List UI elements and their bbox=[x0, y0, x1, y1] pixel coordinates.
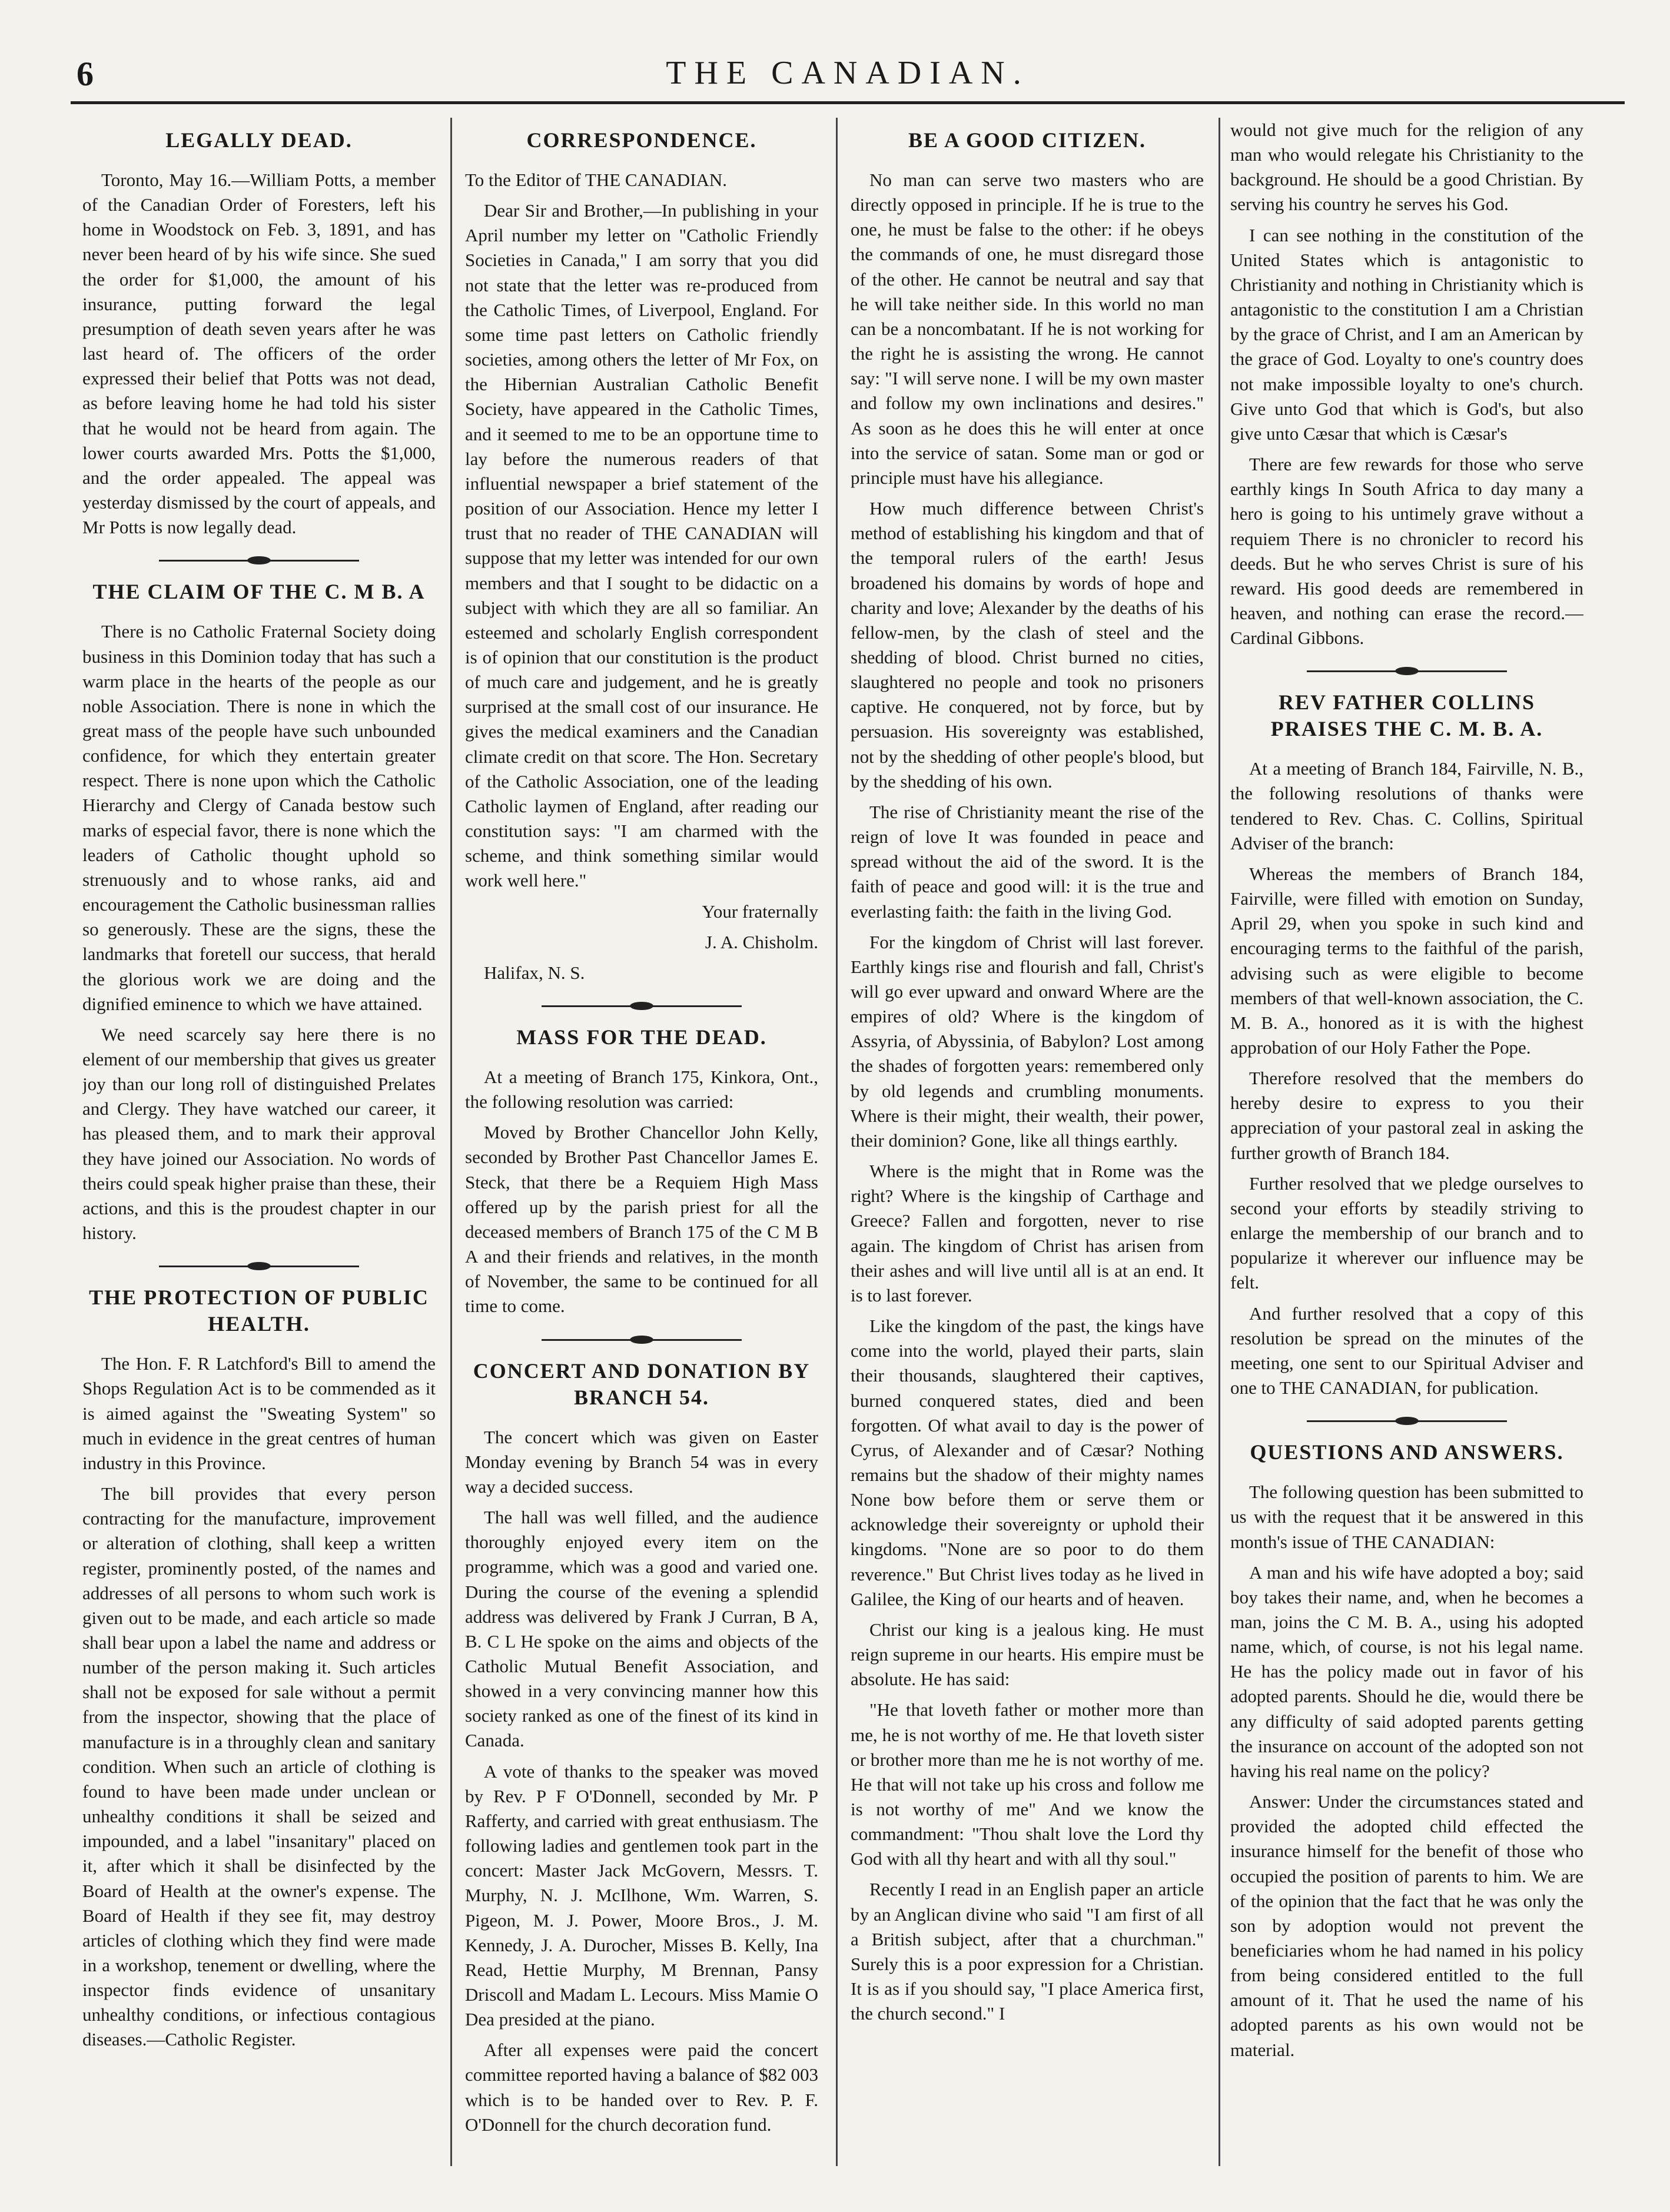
article-paragraph: Further resolved that we pledge ourselves to second your efforts by steadily striving to enlarge the membership of our branch and to popularize it wherever our influence may be felt. bbox=[1230, 1173, 1583, 1293]
article-paragraph: We need scarcely say here there is no element of our membership that gives us greater joy than our long roll of distinguished Prelates and Clergy. They have watched our career, it has pleased them, and to mark their approval they have joined our Association. No words of theirs could speak higher praise than these, their actions, and this is the proudest chapter in our history. bbox=[82, 1024, 436, 1244]
headline-good-citizen: BE A GOOD CITIZEN. bbox=[908, 128, 1147, 152]
article-paragraph: The rise of Christianity meant the rise of the reign of love It was founded in peace and spread without the aid of the sword. It is the faith of peace and good will: it is the true and everlasting faith: the faith in the living God. bbox=[851, 801, 1204, 922]
section-divider bbox=[1307, 1417, 1507, 1425]
headline-public-health: THE PROTECTION OF PUBLIC HEALTH. bbox=[89, 1286, 429, 1336]
article-paragraph: The Hon. F. R Latchford's Bill to amend the Shops Regulation Act is to be commended as it is aimed against the "Sweating System" so much in evidence in the great centres of human industry in this Province. bbox=[82, 1353, 436, 1473]
section-divider bbox=[542, 1002, 742, 1010]
column-1 bbox=[82, 118, 436, 2058]
article-paragraph: At a meeting of Branch 175, Kinkora, Ont., the following resolution was carried: bbox=[465, 1067, 818, 1112]
article-continuation: would not give much for the religion of any man who would relegate his Christianity to the background. He should be a good Christian. By serving his country he serves his God. bbox=[1230, 119, 1583, 215]
article-paragraph: Like the kingdom of the past, the kings have come into the world, played their parts, slain their thousands, slaughtered their captives, burned conquered states, died and been forgotten. Of what avail to day is the power of Cyrus, of Alexander and of Cæsar? Nothing remains but the shadow of their mighty names None bow before them or serve them or acknowledge their sovereignty or uphold their kingdoms. "None are so poor to do them reverence." But Christ lives today as he lived in Galilee, the King of our hearts and of heaven. bbox=[851, 1316, 1204, 1609]
headline-concert: CONCERT AND DONATION BY BRANCH 54. bbox=[473, 1359, 811, 1409]
letter-salutation: To the Editor of THE CANADIAN. bbox=[465, 170, 727, 190]
headline-claim-cmba: THE CLAIM OF THE C. M B. A bbox=[92, 580, 426, 604]
headline-questions-answers: QUESTIONS AND ANSWERS. bbox=[1250, 1440, 1564, 1464]
article-paragraph: And further resolved that a copy of this resolution be spread on the minutes of the meeting, one sent to our Spiritual Adviser and one to THE CANADIAN, for publication. bbox=[1230, 1303, 1583, 1399]
article-question: A man and his wife have adopted a boy; said boy takes their name, and, when he becomes a man, joins the C M. B. A., using his adopted name, which, of course, is not his legal name. He has the policy made out in favor of his adopted parents. Should he die, would there be any difficulty of said adopted parents getting the insurance on account of the adopted son not having his real name on the policy? bbox=[1230, 1562, 1583, 1781]
article-paragraph: Whereas the members of Branch 184, Fairville, were filled with emotion on Sunday, April 29, when you spoke in such kind and encouraging terms to the faithful of the parish, advising such as were eligible to become members of that well-known association, the C. M. B. A., honored as it is with the highest approbation of our Holy Father the Pope. bbox=[1230, 863, 1583, 1058]
headline-legally-dead: LEGALLY DEAD. bbox=[165, 128, 353, 152]
section-divider bbox=[1307, 667, 1507, 675]
article-paragraph: No man can serve two masters who are directly opposed in principle. If he is true to the one, he must be false to the other: if he obeys the commands of one, he must disregard those of the other. He cannot be neutral and say that he will take neither side. In this world no man can be a noncombatant. If he is not working for the right he is assisting the wrong. He cannot say: "I will serve none. I will be my own master and follow my own inclinations and desires." As soon as he does this he will enter at once into the service of satan. Some man or god or principle must have his allegiance. bbox=[851, 170, 1204, 488]
article-paragraph: The hall was well filled, and the audience thoroughly enjoyed every item on the programme, which was a good and varied one. During the course of the evening a splendid address was delivered by Frank J Curran, B A, B. C L He spoke on the aims and objects of the Catholic Mutual Benefit Association, and showed in a very convincing manner how this society ranked as one of the finest of its kind in Canada. bbox=[465, 1507, 818, 1751]
article-paragraph: At a meeting of Branch 184, Fairville, N. B., the following resolutions of thanks were tendered to Rev. Chas. C. Collins, Spiritual Adviser of the branch: bbox=[1230, 758, 1583, 853]
section-divider bbox=[542, 1336, 742, 1344]
article-paragraph: Christ our king is a jealous king. He must reign supreme in our hearts. His empire must be absolute. He has said: bbox=[851, 1619, 1204, 1690]
column-4 bbox=[1230, 118, 1583, 2068]
article-paragraph: Toronto, May 16.—William Potts, a member of the Canadian Order of Foresters, left his home in Woodstock on Feb. 3, 1891, and has never been heard of by his wife since. She sued the order for $1,000, the amount of his insurance, putting forward the legal presumption of death seven years after he was last heard of. The officers of the order expressed their belief that Potts was not dead, as before leaving home he had told his sister that he would not be heard from again. The lower courts awarded Mrs. Potts the $1,000, and the order appealed. The appeal was yesterday dismissed by the court of appeals, and Mr Potts is now legally dead. bbox=[82, 170, 436, 538]
header-rule bbox=[71, 101, 1625, 104]
article-paragraph: The concert which was given on Easter Monday evening by Branch 54 was in every way a decided success. bbox=[465, 1426, 818, 1497]
column-divider bbox=[450, 118, 452, 2166]
page-number: 6 bbox=[77, 55, 94, 93]
article-paragraph: The following question has been submitted to us with the request that it be answered in this month's issue of THE CANADIAN: bbox=[1230, 1482, 1583, 1552]
article-paragraph: The bill provides that every person contracting for the manufacture, improvement or alteration of clothing, shall keep a written register, prominently posted, of the names and addresses of all persons to whom such work is given out to be made, and each article so made shall bear upon a label the name and address or number of the person making it. Such articles shall not be exposed for sale without a permit from the inspector, showing that the place of manufacture is in a throughly clean and sanitary condition. When such an article of clothing is found to have been made under unclean or unhealthy conditions it shall be seized and impounded, and a label "insanitary" placed on it, after which it shall be disinfected by the Board of Health at the owner's expense. The Board of Health if they see fit, may destroy articles of clothing which they find were made in a workshop, tenement or dwelling, where the inspector finds evidence of unsanitary unhealthy conditions, or infectious contagious diseases.—Catholic Register. bbox=[82, 1483, 436, 2050]
article-paragraph: Moved by Brother Chancellor John Kelly, seconded by Brother Past Chancellor James E. Steck, that there be a Requiem High Mass offered up by the parish priest for all the deceased members of Branch 175 of the C M B A and their friends and relatives, in the month of November, the same to be continued for all time to come. bbox=[465, 1122, 818, 1317]
article-paragraph: How much difference between Christ's method of establishing his kingdom and that of the temporal rulers of the earth! Jesus broadened his domains by words of hope and charity and love; Alexander by the deaths of his fellow-men, by the clash of steel and the shedding of blood. Christ burned no cities, slaughtered no people and took no prisoners captive. He conquered, not by force, but by persuasion. His sovereignty was established, not by the shedding of other people's blood, but by the shedding of his own. bbox=[851, 498, 1204, 792]
column-divider bbox=[1219, 118, 1220, 2166]
column-divider bbox=[836, 118, 838, 2166]
article-paragraph: Dear Sir and Brother,—In publishing in your April number my letter on "Catholic Friendly Societies in Canada," I am sorry that you did not state that the letter was re-produced from the Catholic Times, of Liverpool, England. For some time past letters on Catholic friendly societies, among others the letter of Mr Fox, on the Hibernian Australian Catholic Benefit Society, have appeared in the Catholic Times, and it seemed to me to be an opportune time to lay before the numerous readers of that influential newspaper a brief statement of the position of our Association. Hence my letter I trust that no reader of THE CANADIAN will suppose that my letter was intended for our own members and that I sought to be didactic on a subject with which they are all so familiar. An esteemed and scholarly English correspondent is of opinion that our constitution is the product of much care and judgement, and he is greatly surprised at the small cost of our insurance. He gives the medical examiners and the Canadian climate credit on that score. The Hon. Secretary of the Catholic Association, one of the leading Catholic laymen of England, after reading our constitution says: "I am charmed with the scheme, and think something similar would work well here." bbox=[465, 200, 818, 891]
article-paragraph: After all expenses were paid the concert committee reported having a balance of $82 003 which is to be handed over to Rev. P. F. O'Donnell for the church decoration fund. bbox=[465, 2040, 818, 2135]
article-paragraph: Therefore resolved that the members do hereby desire to express to you their appreciation of your pastoral zeal in asking the further growth of Branch 184. bbox=[1230, 1068, 1583, 1163]
letter-place: Halifax, N. S. bbox=[484, 962, 585, 983]
headline-father-collins: REV FATHER COLLINS PRAISES THE C. M. B. A. bbox=[1270, 690, 1543, 741]
article-paragraph: I can see nothing in the constitution of the United States which is antagonistic to Christianity and nothing in Christianity which is antagonistic to the constitution I am a Christian by the grace of Christ, and I am an American by the grace of God. Loyalty to one's country does not make impossible loyalty to one's church. Give unto God that which is God's, but also give unto Cæsar that which is Cæsar's bbox=[1230, 224, 1583, 444]
article-paragraph: There is no Catholic Fraternal Society doing business in this Dominion today that has such a warm place in the hearts of the people as our noble Association. There is none in which the great mass of the people have such unbounded confidence, for which they entertain greater respect. There is none upon which the Catholic Hierarchy and Clergy of Canada bestow such marks of especial favor, there is none which the leaders of Catholic thought uphold so strenuously and to whose ranks, aid and encouragement the Catholic businessman rallies so generously. These are the signs, these the landmarks that foretell our success, that herald the glorious work we are doing and the dignified eminence to which we have attained. bbox=[82, 621, 436, 1014]
masthead bbox=[65, 54, 1631, 101]
section-divider bbox=[159, 1262, 359, 1270]
article-answer: Answer: Under the circumstances stated and provided the adopted child effected the insurance himself for the benefit of those who occupied the position of parents to him. We are of the opinion that the fact that he was only the son by adoption would not prevent the beneficiaries whom he had named in his policy from being considered entitled to the full amount of it. That he used the name of his adopted parents as his own would not be material. bbox=[1230, 1791, 1583, 2060]
letter-signature: J. A. Chisholm. bbox=[705, 931, 818, 952]
newspaper-title: THE CANADIAN. bbox=[666, 55, 1030, 91]
section-divider bbox=[159, 556, 359, 564]
letter-closing: Your fraternally bbox=[702, 901, 818, 922]
article-paragraph: For the kingdom of Christ will last forever. Earthly kings rise and flourish and fall, Christ's will go ever upward and onward Where are the empires of old? Where is the kingdom of Assyria, of Abyssinia, of Babylon? Lost among the shades of forgotten years: remembered only by old legends and crumbling monuments. Where is their might, their wealth, their power, their dominion? Gone, like all things earthly. bbox=[851, 931, 1204, 1151]
article-paragraph: A vote of thanks to the speaker was moved by Rev. P F O'Donnell, seconded by Mr. P Rafferty, and carried with great enthusiasm. The following ladies and gentlemen took part in the concert: Master Jack McGovern, Messrs. T. Murphy, N. J. McIlhone, Wm. Warren, S. Pigeon, M. J. Power, Moore Bros., J. M. Kennedy, J. A. Durocher, Misses B. Kelly, Ina Read, Hettie Murphy, M Brennan, Pansy Driscoll and Madam L. Lecours. Miss Mamie O Dea presided at the piano. bbox=[465, 1761, 818, 2030]
article-paragraph: Where is the might that in Rome was the right? Where is the kingship of Carthage and Greece? Fallen and forgotten, never to rise again. The kingdom of Christ has arisen from their ashes and will live until all is at an end. It is to last forever. bbox=[851, 1161, 1204, 1306]
column-2 bbox=[465, 118, 818, 2143]
headline-correspondence: CORRESPONDENCE. bbox=[526, 128, 757, 152]
column-3 bbox=[851, 118, 1204, 2032]
article-paragraph: Recently I read in an English paper an article by an Anglican divine who said "I am first of all a British subject, after that a churchman." Surely this is a poor expression for a Christian. It is as if you should say, "I place America first, the church second." I bbox=[851, 1879, 1204, 2024]
article-paragraph: There are few rewards for those who serve earthly kings In South Africa to day many a hero is going to his untimely grave without a requiem There is no chronicler to record his deeds. But he who serves Christ is sure of his reward. His good deeds are remembered in heaven, and nothing can erase the record.—Cardinal Gibbons. bbox=[1230, 454, 1583, 649]
headline-mass-for-dead: MASS FOR THE DEAD. bbox=[516, 1025, 767, 1049]
article-quote: "He that loveth father or mother more than me, he is not worthy of me. He that loveth sister or brother more than me he is not worthy of me. He that will not take up his cross and follow me is not worthy of me" And we know the commandment: "Thou shalt love the Lord thy God with all thy heart and with all thy soul." bbox=[851, 1699, 1204, 1869]
